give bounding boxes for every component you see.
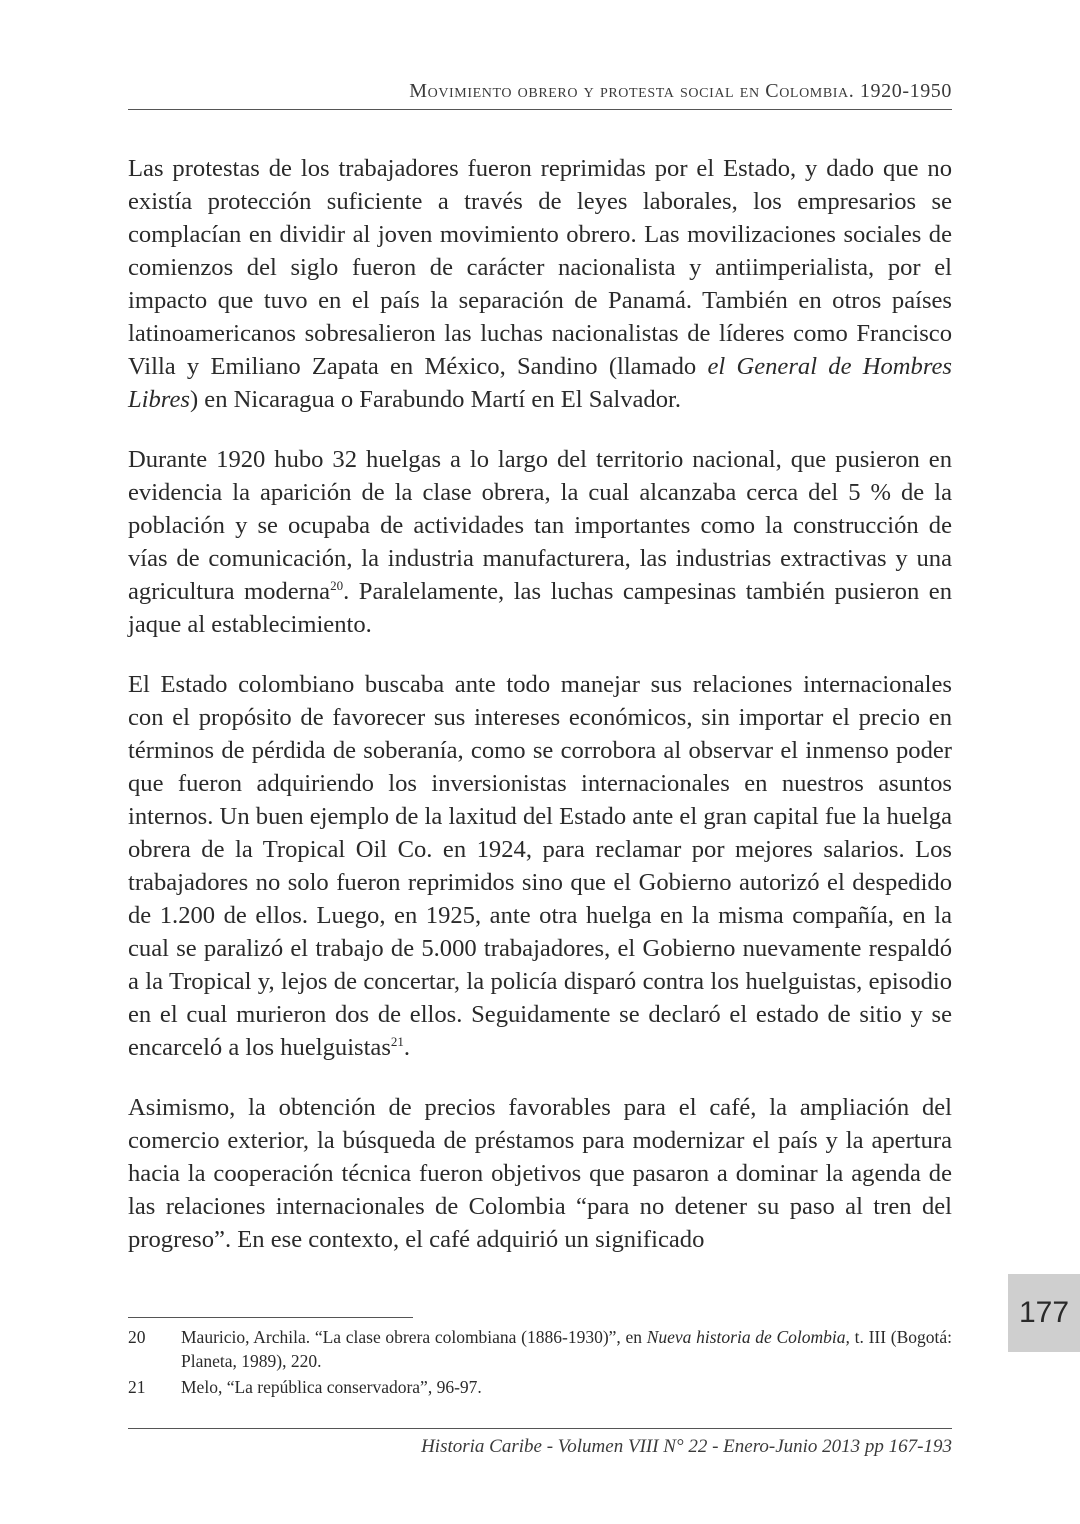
footnote-ref-21[interactable]: 21	[390, 1034, 404, 1049]
footnote-text	[181, 1325, 952, 1373]
paragraph-1-text-a: Las protestas de los trabajadores fueron reprimidas por el Estado, y dado que no existía protección suficiente a través de leyes laborales, los empresarios se complacían en dividir al joven movimiento obrero. Las movilizaciones sociales de comienzos del siglo fueron de carácter nacionalista y antiimperialista, por el impacto que tuvo en el país la separación de Panamá. También en otros países latinoamericanos sobresalieron las luchas nacionalistas de líderes como Francisco Villa y Emiliano Zapata en México, Sandino (llamado	[128, 155, 952, 380]
footer-rule	[128, 1428, 952, 1429]
footnote-italic: Nueva historia de Colombia,	[646, 1327, 850, 1347]
footnote-text-a: Mauricio, Archila. “La clase obrera colombiana (1886-1930)”, en	[181, 1327, 647, 1347]
footnotes	[128, 1325, 952, 1401]
paragraph-1-text-b: ) en Nicaragua o Farabundo Martí en El Salvador.	[189, 386, 681, 413]
paragraph-2-text-a: Durante 1920 hubo 32 huelgas a lo largo del territorio nacional, que pusieron en evidencia la aparición de la clase obrera, la cual alcanzaba cerca del 5 % de la población y se ocupaba de actividades tan importantes como la construcción de vías de comunicación, la industria manufacturera, las industrias extractivas y una agricultura moderna	[128, 446, 952, 605]
footnote-number: 21	[128, 1377, 146, 1397]
paragraph-3	[128, 668, 952, 1064]
running-footer: Historia Caribe - Volumen VIII N° 22 - Enero-Junio 2013 pp 167-193	[421, 1436, 952, 1457]
footnote-21	[128, 1375, 952, 1399]
footnote-text-b: t. III (Bogotá: Planeta, 1989), 220.	[181, 1327, 953, 1371]
footnote-20	[128, 1325, 952, 1373]
footnote-number: 20	[128, 1327, 146, 1347]
running-header: Movimiento obrero y protesta social en Colombia. 1920-1950	[409, 80, 952, 102]
paragraph-2	[128, 443, 952, 641]
footnote-ref-20[interactable]: 20	[330, 578, 344, 593]
paragraph-4	[128, 1091, 952, 1256]
footnote-text: Melo, “La república conservadora”, 96-97.	[181, 1377, 482, 1397]
footnote-rule	[128, 1317, 413, 1318]
paragraph-3-text-b: .	[403, 1034, 411, 1061]
paragraph-3-text-a: El Estado colombiano buscaba ante todo manejar sus relaciones internacionales con el propósito de favorecer sus intereses económicos, sin importar el precio en términos de pérdida de soberanía, como se corrobora al observar el inmenso poder que fueron adquiriendo los inversionistas internacionales en nuestros asuntos internos. Un buen ejemplo de la laxitud del Estado ante el gran capital fue la huelga obrera de la Tropical Oil Co. en 1924, para reclamar por mejores salarios. Los trabajadores no solo fueron reprimidos sino que el Gobierno autorizó el despedido de 1.200 de ellos. Luego, en 1925, ante otra huelga en la misma compañía, en la cual se paralizó el trabajo de 5.000 trabajadores, el Gobierno nuevamente respaldó a la Tropical y, lejos de concertar, la policía disparó contra los huelguistas, episodio en el cual murieron dos de ellos. Seguidamente se declaró el estado de sitio y se encarceló a los huelguistas	[128, 671, 952, 1061]
header-rule	[128, 109, 952, 110]
paragraph-4-text: Asimismo, la obtención de precios favorables para el café, la ampliación del comercio exterior, la búsqueda de préstamos para modernizar el país y la apertura hacia la cooperación técnica fueron objetivos que pasaron a dominar la agenda de las relaciones internacionales de Colombia “para no detener su paso al tren del progreso”. En ese contexto, el café adquirió un significado	[128, 1094, 952, 1253]
page-number: 177	[1018, 1296, 1070, 1329]
paragraph-1-italic: el General de Hombres Libres	[128, 353, 952, 413]
body-text	[128, 152, 952, 1283]
paragraph-2-text-b: . Paralelamente, las luchas campesinas también pusieron en jaque al establecimiento.	[128, 578, 952, 638]
page-number-tab	[1008, 1274, 1080, 1352]
paragraph-1	[128, 152, 952, 416]
